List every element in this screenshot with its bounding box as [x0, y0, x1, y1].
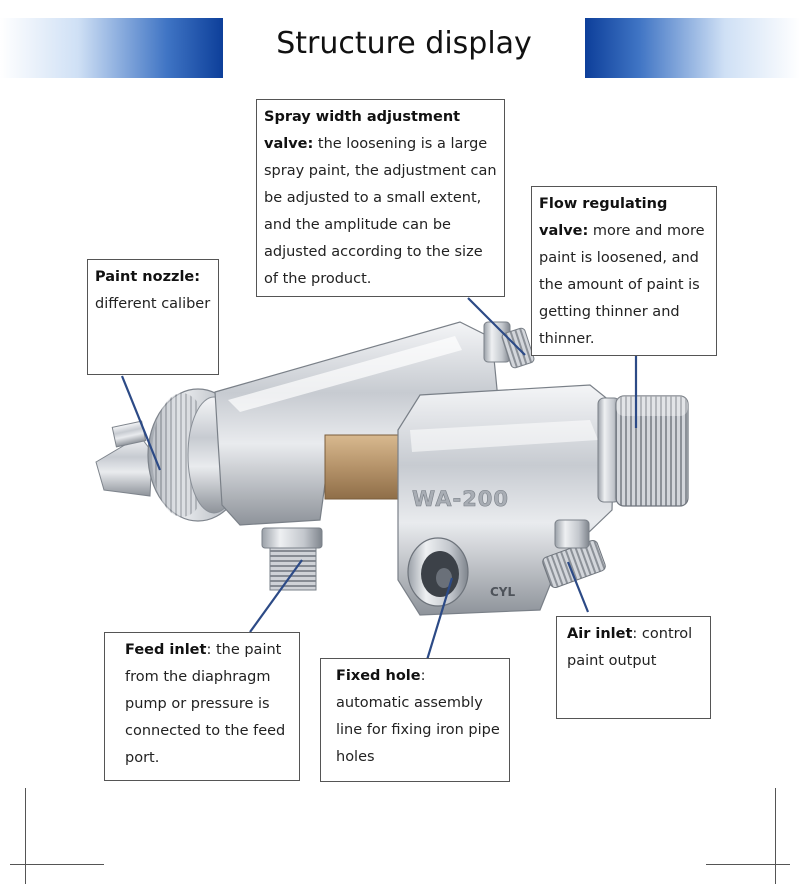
callout-air-inlet-body: : control paint output — [567, 626, 693, 669]
leader-feed-inlet — [250, 560, 302, 632]
callout-paint-nozzle-heading: Paint nozzle: — [95, 269, 201, 285]
model-marking: WA-200 — [412, 487, 510, 511]
callout-feed-inlet — [104, 632, 300, 781]
callout-flow-regulating-body: more and more paint is loosened, and the amount of paint is getting thinner and thinner. — [539, 223, 705, 347]
guide-mark-left-horizontal — [10, 864, 104, 865]
page-title: Structure display — [276, 26, 532, 61]
callout-spray-width-heading: Spray width adjustment valve: — [264, 109, 461, 152]
callout-air-inlet — [556, 616, 711, 719]
leader-air-inlet — [568, 562, 588, 612]
leader-fixed-hole — [427, 578, 452, 660]
callout-fixed-hole — [320, 658, 510, 782]
callout-spray-width — [256, 99, 505, 297]
callout-flow-regulating-heading: Flow regulating valve: — [539, 196, 668, 239]
callout-feed-inlet-heading: Feed inlet — [125, 642, 207, 658]
leader-spray-width — [468, 298, 525, 355]
callout-fixed-hole-heading: Fixed hole — [336, 668, 421, 684]
callout-feed-inlet-body: : the paint from the diaphragm pump or pressure is connected to the feed port. — [125, 642, 286, 766]
guide-mark-left-vertical — [25, 788, 26, 884]
callout-paint-nozzle — [87, 259, 219, 375]
leader-paint-nozzle — [122, 376, 160, 470]
brand-marking: CYL — [490, 585, 516, 599]
guide-mark-right-horizontal — [706, 864, 790, 865]
callout-flow-regulating — [531, 186, 717, 356]
callout-spray-width-body: the loosening is a large spray paint, the adjustment can be adjusted to a small extent, and the amplitude can be adjusted according to the size of the product. — [264, 136, 497, 287]
callout-fixed-hole-body: : automatic assembly line for fixing iron pipe holes — [336, 668, 500, 765]
guide-mark-right-vertical — [775, 788, 776, 884]
callout-paint-nozzle-body: different caliber — [95, 296, 211, 312]
callout-air-inlet-heading: Air inlet — [567, 626, 633, 642]
